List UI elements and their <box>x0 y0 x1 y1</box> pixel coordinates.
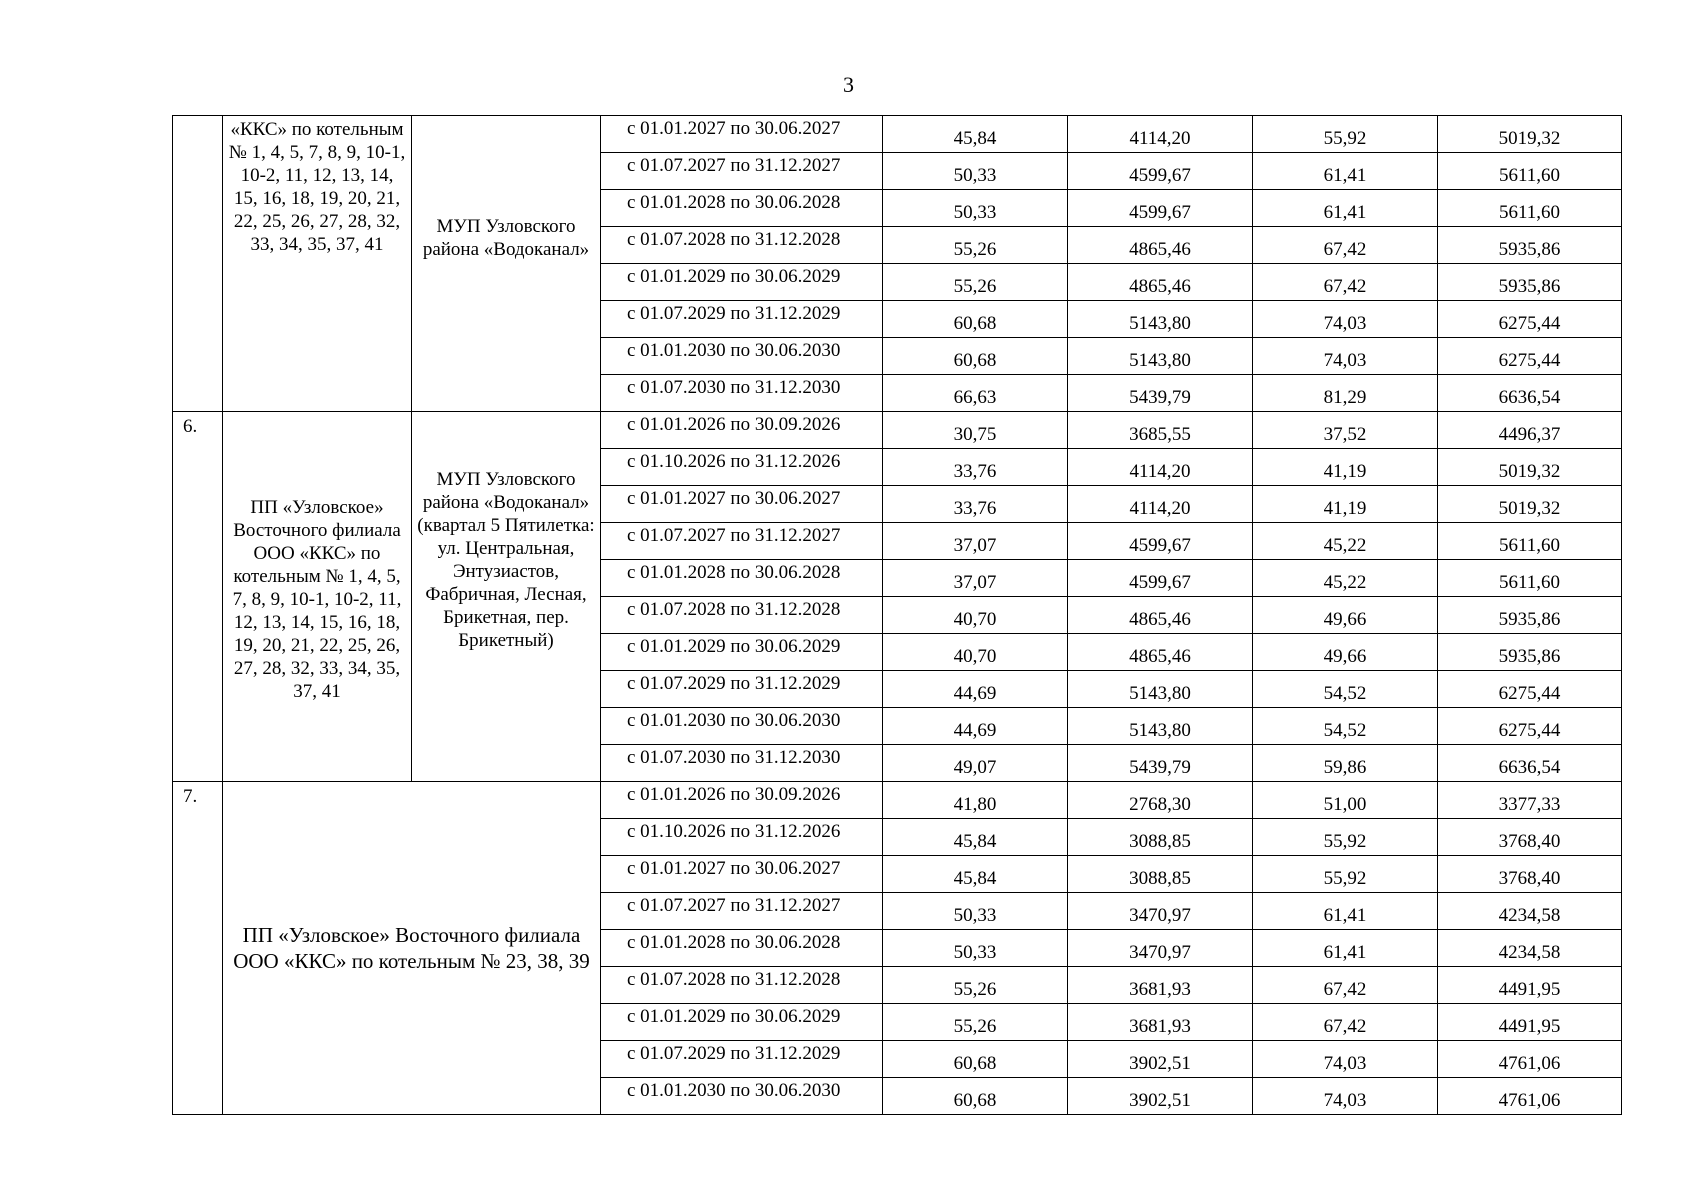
value-cell: 54,52 <box>1253 708 1438 745</box>
value-cell: 37,52 <box>1253 412 1438 449</box>
value-cell: 51,00 <box>1253 782 1438 819</box>
value-cell: 3681,93 <box>1068 1004 1253 1041</box>
value-cell: 55,26 <box>883 227 1068 264</box>
value-cell: 66,63 <box>883 375 1068 412</box>
page-number: 3 <box>843 72 854 97</box>
value-cell: 3768,40 <box>1438 856 1622 893</box>
value-cell: 67,42 <box>1253 967 1438 1004</box>
value-cell: 6275,44 <box>1438 671 1622 708</box>
value-cell: 45,84 <box>883 116 1068 153</box>
value-cell: 49,66 <box>1253 597 1438 634</box>
period-cell: с 01.07.2029 по 31.12.2029 <box>601 671 883 708</box>
value-cell: 37,07 <box>883 523 1068 560</box>
period-cell: с 01.01.2027 по 30.06.2027 <box>601 856 883 893</box>
value-cell: 3685,55 <box>1068 412 1253 449</box>
value-cell: 45,84 <box>883 856 1068 893</box>
period-cell: с 01.07.2028 по 31.12.2028 <box>601 597 883 634</box>
value-cell: 5611,60 <box>1438 560 1622 597</box>
table-row <box>173 116 1622 153</box>
period-cell: с 01.07.2028 по 31.12.2028 <box>601 967 883 1004</box>
period-cell: с 01.01.2026 по 30.09.2026 <box>601 782 883 819</box>
value-cell: 61,41 <box>1253 153 1438 190</box>
value-cell: 3681,93 <box>1068 967 1253 1004</box>
value-cell: 50,33 <box>883 930 1068 967</box>
value-cell: 5143,80 <box>1068 671 1253 708</box>
period-cell: с 01.07.2028 по 31.12.2028 <box>601 227 883 264</box>
value-cell: 5611,60 <box>1438 190 1622 227</box>
value-cell: 54,52 <box>1253 671 1438 708</box>
value-cell: 5439,79 <box>1068 375 1253 412</box>
value-cell: 5935,86 <box>1438 634 1622 671</box>
value-cell: 4114,20 <box>1068 449 1253 486</box>
value-cell: 3470,97 <box>1068 930 1253 967</box>
value-cell: 4234,58 <box>1438 930 1622 967</box>
value-cell: 55,92 <box>1253 856 1438 893</box>
value-cell: 5019,32 <box>1438 486 1622 523</box>
value-cell: 5019,32 <box>1438 449 1622 486</box>
value-cell: 3088,85 <box>1068 819 1253 856</box>
period-cell: с 01.07.2029 по 31.12.2029 <box>601 1041 883 1078</box>
value-cell: 4599,67 <box>1068 523 1253 560</box>
period-cell: с 01.01.2029 по 30.06.2029 <box>601 634 883 671</box>
value-cell: 4496,37 <box>1438 412 1622 449</box>
value-cell: 6275,44 <box>1438 301 1622 338</box>
period-cell: с 01.01.2030 по 30.06.2030 <box>601 708 883 745</box>
value-cell: 30,75 <box>883 412 1068 449</box>
row-number: 7. <box>173 782 223 1115</box>
value-cell: 4761,06 <box>1438 1078 1622 1115</box>
value-cell: 49,66 <box>1253 634 1438 671</box>
value-cell: 4599,67 <box>1068 560 1253 597</box>
period-cell: с 01.01.2027 по 30.06.2027 <box>601 486 883 523</box>
supplier-cell: МУП Узловского района «Водоканал» (квартал 5 Пятилетка: ул. Центральная, Энтузиастов, Фабричная, Лесная, Брикетная, пер. Брикетный) <box>412 412 601 782</box>
value-cell: 5935,86 <box>1438 227 1622 264</box>
value-cell: 60,68 <box>883 301 1068 338</box>
value-cell: 60,68 <box>883 1078 1068 1115</box>
table-row <box>173 412 1622 449</box>
value-cell: 50,33 <box>883 190 1068 227</box>
value-cell: 67,42 <box>1253 1004 1438 1041</box>
value-cell: 60,68 <box>883 338 1068 375</box>
value-cell: 55,26 <box>883 264 1068 301</box>
value-cell: 3902,51 <box>1068 1041 1253 1078</box>
value-cell: 45,22 <box>1253 523 1438 560</box>
value-cell: 6275,44 <box>1438 338 1622 375</box>
value-cell: 59,86 <box>1253 745 1438 782</box>
value-cell: 55,26 <box>883 967 1068 1004</box>
value-cell: 33,76 <box>883 449 1068 486</box>
period-cell: с 01.07.2030 по 31.12.2030 <box>601 745 883 782</box>
period-cell: с 01.01.2028 по 30.06.2028 <box>601 560 883 597</box>
value-cell: 40,70 <box>883 597 1068 634</box>
row-number <box>173 116 223 412</box>
period-cell: с 01.07.2027 по 31.12.2027 <box>601 893 883 930</box>
value-cell: 49,07 <box>883 745 1068 782</box>
value-cell: 4114,20 <box>1068 486 1253 523</box>
period-cell: с 01.10.2026 по 31.12.2026 <box>601 819 883 856</box>
period-cell: с 01.01.2029 по 30.06.2029 <box>601 1004 883 1041</box>
value-cell: 4761,06 <box>1438 1041 1622 1078</box>
period-cell: с 01.01.2028 по 30.06.2028 <box>601 930 883 967</box>
value-cell: 6275,44 <box>1438 708 1622 745</box>
value-cell: 74,03 <box>1253 1078 1438 1115</box>
period-cell: с 01.01.2028 по 30.06.2028 <box>601 190 883 227</box>
tariff-table <box>172 115 1622 1115</box>
value-cell: 61,41 <box>1253 930 1438 967</box>
value-cell: 5935,86 <box>1438 597 1622 634</box>
value-cell: 5611,60 <box>1438 523 1622 560</box>
supplier-cell: МУП Узловского района «Водоканал» <box>412 116 601 412</box>
value-cell: 33,76 <box>883 486 1068 523</box>
value-cell: 74,03 <box>1253 301 1438 338</box>
value-cell: 67,42 <box>1253 227 1438 264</box>
value-cell: 74,03 <box>1253 1041 1438 1078</box>
organization-cell: «ККС» по котельным № 1, 4, 5, 7, 8, 9, 10-1, 10-2, 11, 12, 13, 14, 15, 16, 18, 19, 20, 21, 22, 25, 26, 27, 28, 32, 33, 34, 35, 37, 41 <box>223 116 412 412</box>
value-cell: 55,92 <box>1253 819 1438 856</box>
value-cell: 81,29 <box>1253 375 1438 412</box>
value-cell: 4491,95 <box>1438 967 1622 1004</box>
value-cell: 5935,86 <box>1438 264 1622 301</box>
value-cell: 3470,97 <box>1068 893 1253 930</box>
value-cell: 50,33 <box>883 893 1068 930</box>
value-cell: 44,69 <box>883 671 1068 708</box>
value-cell: 41,80 <box>883 782 1068 819</box>
value-cell: 41,19 <box>1253 449 1438 486</box>
period-cell: с 01.07.2027 по 31.12.2027 <box>601 153 883 190</box>
value-cell: 3088,85 <box>1068 856 1253 893</box>
period-cell: с 01.07.2029 по 31.12.2029 <box>601 301 883 338</box>
period-cell: с 01.01.2026 по 30.09.2026 <box>601 412 883 449</box>
value-cell: 41,19 <box>1253 486 1438 523</box>
value-cell: 5611,60 <box>1438 153 1622 190</box>
value-cell: 67,42 <box>1253 264 1438 301</box>
value-cell: 5439,79 <box>1068 745 1253 782</box>
value-cell: 44,69 <box>883 708 1068 745</box>
value-cell: 3902,51 <box>1068 1078 1253 1115</box>
period-cell: с 01.01.2030 по 30.06.2030 <box>601 1078 883 1115</box>
period-cell: с 01.01.2029 по 30.06.2029 <box>601 264 883 301</box>
value-cell: 4114,20 <box>1068 116 1253 153</box>
value-cell: 50,33 <box>883 153 1068 190</box>
tariff-table-body <box>173 116 1622 1115</box>
value-cell: 4865,46 <box>1068 634 1253 671</box>
value-cell: 5143,80 <box>1068 338 1253 375</box>
period-cell: с 01.07.2030 по 31.12.2030 <box>601 375 883 412</box>
value-cell: 5143,80 <box>1068 301 1253 338</box>
value-cell: 4234,58 <box>1438 893 1622 930</box>
value-cell: 74,03 <box>1253 338 1438 375</box>
period-cell: с 01.01.2027 по 30.06.2027 <box>601 116 883 153</box>
value-cell: 61,41 <box>1253 893 1438 930</box>
value-cell: 4599,67 <box>1068 190 1253 227</box>
value-cell: 6636,54 <box>1438 375 1622 412</box>
value-cell: 3768,40 <box>1438 819 1622 856</box>
value-cell: 55,92 <box>1253 116 1438 153</box>
value-cell: 40,70 <box>883 634 1068 671</box>
value-cell: 6636,54 <box>1438 745 1622 782</box>
value-cell: 4599,67 <box>1068 153 1253 190</box>
value-cell: 3377,33 <box>1438 782 1622 819</box>
period-cell: с 01.01.2030 по 30.06.2030 <box>601 338 883 375</box>
value-cell: 61,41 <box>1253 190 1438 227</box>
organization-cell: ПП «Узловское» Восточного филиала ООО «ККС» по котельным № 23, 38, 39 <box>223 782 601 1115</box>
period-cell: с 01.10.2026 по 31.12.2026 <box>601 449 883 486</box>
value-cell: 5143,80 <box>1068 708 1253 745</box>
value-cell: 4491,95 <box>1438 1004 1622 1041</box>
table-row <box>173 782 1622 819</box>
value-cell: 55,26 <box>883 1004 1068 1041</box>
value-cell: 45,22 <box>1253 560 1438 597</box>
value-cell: 4865,46 <box>1068 264 1253 301</box>
value-cell: 37,07 <box>883 560 1068 597</box>
period-cell: с 01.07.2027 по 31.12.2027 <box>601 523 883 560</box>
value-cell: 5019,32 <box>1438 116 1622 153</box>
value-cell: 45,84 <box>883 819 1068 856</box>
value-cell: 4865,46 <box>1068 227 1253 264</box>
row-number: 6. <box>173 412 223 782</box>
value-cell: 4865,46 <box>1068 597 1253 634</box>
value-cell: 60,68 <box>883 1041 1068 1078</box>
organization-cell: ПП «Узловское» Восточного филиала ООО «ККС» по котельным № 1, 4, 5, 7, 8, 9, 10-1, 10-2, 11, 12, 13, 14, 15, 16, 18, 19, 20, 21, 22, 25, 26, 27, 28, 32, 33, 34, 35, 37, 41 <box>223 412 412 782</box>
value-cell: 2768,30 <box>1068 782 1253 819</box>
